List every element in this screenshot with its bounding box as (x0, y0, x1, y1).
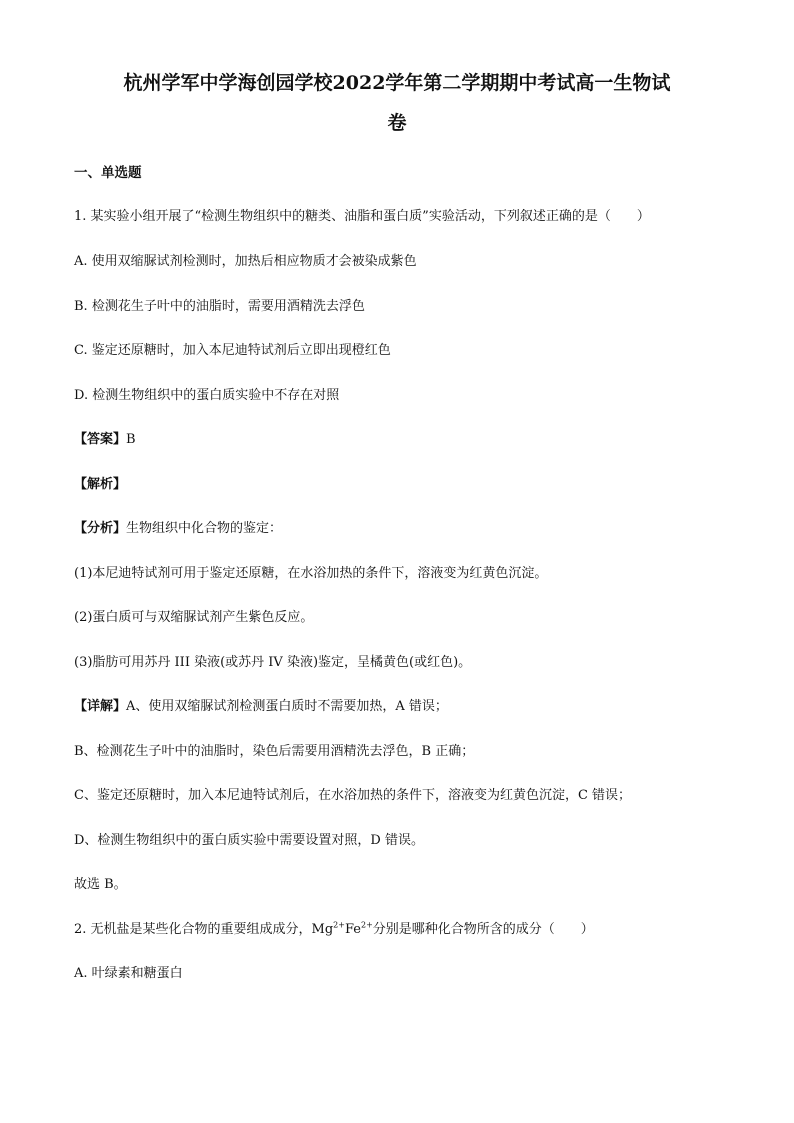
analysis-point-2: (2)蛋白质可与双缩脲试剂产生紫色反应。 (74, 610, 314, 625)
question-1-stem: 1. 某实验小组开展了“检测生物组织中的糖类、油脂和蛋白质”实验活动，下列叙述正确的是（ ） (74, 209, 650, 224)
question-1-option-b: B. 检测花生子叶中的油脂时，需要用酒精洗去浮色 (74, 299, 365, 314)
detail-line-d: D、检测生物组织中的蛋白质实验中需要设置对照，D 错误。 (74, 833, 424, 848)
question-1-option-a: A. 使用双缩脲试剂检测时，加热后相应物质才会被染成紫色 (74, 254, 417, 269)
analysis-label: 【解析】 (74, 477, 127, 492)
q2-stem-pre: 2. 无机盐是某些化合物的重要组成成分，Mg (74, 922, 334, 937)
document-title-line-2: 卷 (387, 112, 407, 134)
fenxi-text: 生物组织中化合物的鉴定： (126, 521, 283, 536)
question-2-stem (74, 920, 724, 940)
answer-value: B (126, 432, 136, 447)
fenxi-label: 【分析】 (74, 521, 127, 536)
detail-line-b: B、检测花生子叶中的油脂时，染色后需要用酒精洗去浮色，B 正确； (74, 744, 475, 759)
detail-line-c: C、鉴定还原糖时，加入本尼迪特试剂后，在水浴加热的条件下，溶液变为红黄色沉淀，C 错误； (74, 788, 632, 803)
detail-text-a: A、使用双缩脲试剂检测蛋白质时不需要加热，A 错误； (126, 699, 448, 714)
q2-stem-mid: Fe (344, 922, 361, 937)
detail-line-a (74, 697, 724, 717)
detail-label: 【详解】 (74, 699, 127, 714)
question-1-option-c: C. 鉴定还原糖时，加入本尼迪特试剂后立即出现橙红色 (74, 343, 391, 358)
document-title-line-1: 杭州学军中学海创园学校2022学年第二学期期中考试高一生物试 (123, 72, 671, 94)
analysis-point-3: (3)脂肪可用苏丹 III 染液(或苏丹 IV 染液)鉴定，呈橘黄色(或红色)。 (74, 655, 472, 670)
analysis-point-1: (1)本尼迪特试剂可用于鉴定还原糖，在水浴加热的条件下，溶液变为红黄色沉淀。 (74, 566, 548, 581)
conclusion: 故选 B。 (74, 877, 127, 892)
question-1-option-d: D. 检测生物组织中的蛋白质实验中不存在对照 (74, 388, 340, 403)
answer-line (74, 430, 724, 450)
section-heading: 一、单选题 (74, 165, 142, 181)
q2-superscript-1: 2+ (333, 920, 345, 930)
question-2-option-a: A. 叶绿素和糖蛋白 (74, 966, 183, 981)
q2-superscript-2: 2+ (360, 920, 373, 930)
q2-stem-post: 分别是哪种化合物所含的成分（ ） (372, 922, 594, 937)
fenxi-line (74, 519, 724, 539)
answer-label: 【答案】 (74, 432, 127, 447)
